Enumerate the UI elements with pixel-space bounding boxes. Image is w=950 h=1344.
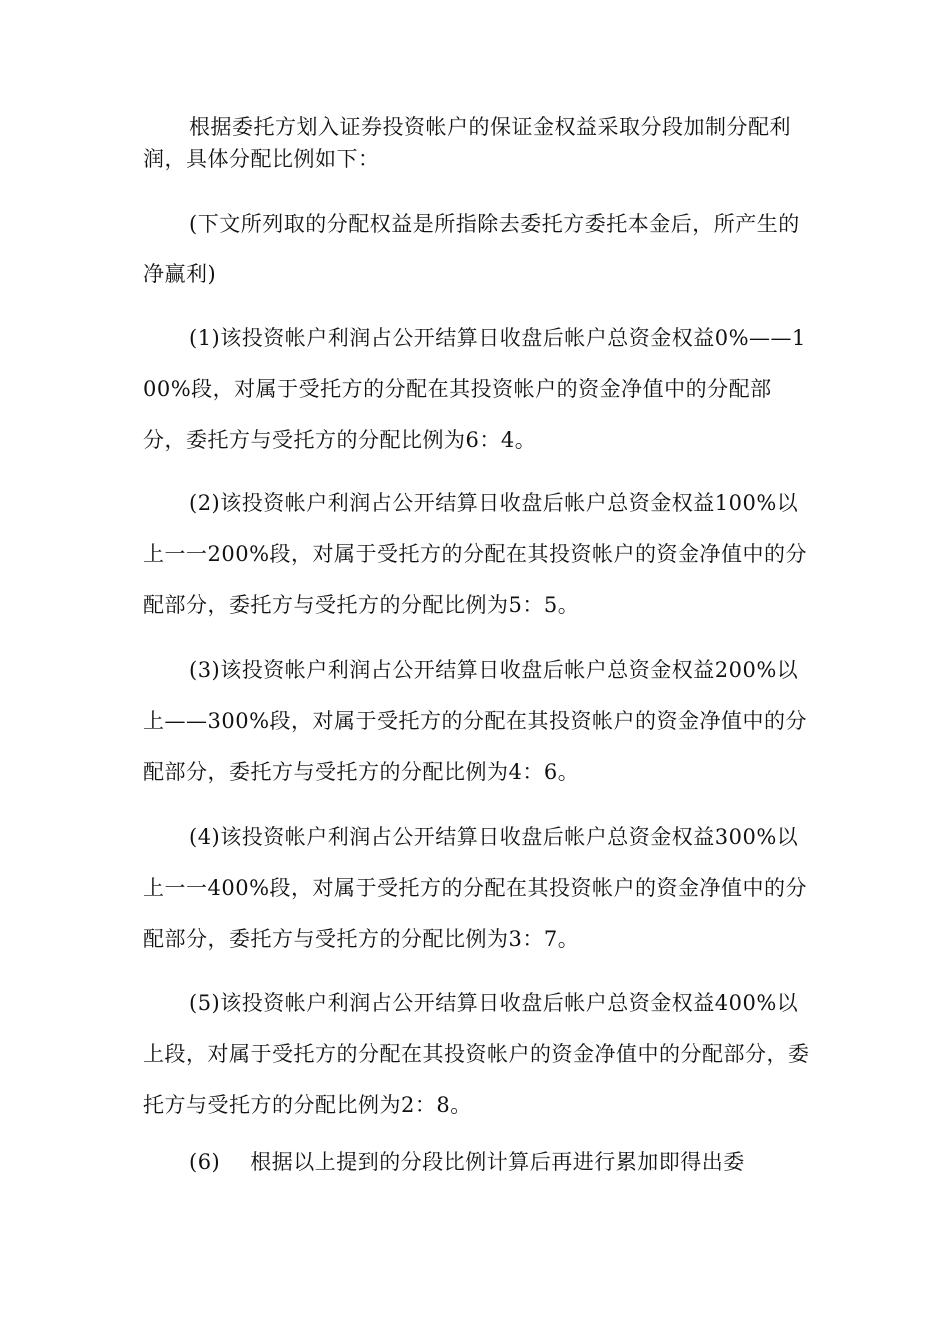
- item-6-number: (6): [189, 1150, 221, 1174]
- paragraph-item-1: (1)该投资帐户利润占公开结算日收盘后帐户总资金权益0%——100%段，对属于受托方的分配在其投资帐户的资金净值中的分配部分，委托方与受托方的分配比例为6：4。: [143, 326, 806, 452]
- paragraph-item-3: (3)该投资帐户利润占公开结算日收盘后帐户总资金权益200%以上——300%段，对属于受托方的分配在其投资帐户的资金净值中的分配部分，委托方与受托方的分配比例为4：6。: [143, 658, 808, 784]
- paragraph-note: (下文所列取的分配权益是所指除去委托方委托本金后，所产生的净赢利): [143, 212, 800, 286]
- paragraph-item-5: (5)该投资帐户利润占公开结算日收盘后帐户总资金权益400%以上段，对属于受托方的分配在其投资帐户的资金净值中的分配部分，委托方与受托方的分配比例为2：8。: [143, 991, 810, 1117]
- paragraph-item-6: [143, 1146, 811, 1178]
- paragraph-item-4: (4)该投资帐户利润占公开结算日收盘后帐户总资金权益300%以上一一400%段，对属于受托方的分配在其投资帐户的资金净值中的分配部分，委托方与受托方的分配比例为3：7。: [143, 825, 808, 951]
- item-6-text: 根据以上提到的分段比例计算后再进行累加即得出委: [250, 1150, 745, 1174]
- paragraph-intro: 根据委托方划入证券投资帐户的保证金权益采取分段加制分配利润，具体分配比例如下：: [143, 115, 791, 171]
- paragraph-item-2: (2)该投资帐户利润占公开结算日收盘后帐户总资金权益100%以上一一200%段，对属于受托方的分配在其投资帐户的资金净值中的分配部分，委托方与受托方的分配比例为5：5。: [143, 491, 808, 617]
